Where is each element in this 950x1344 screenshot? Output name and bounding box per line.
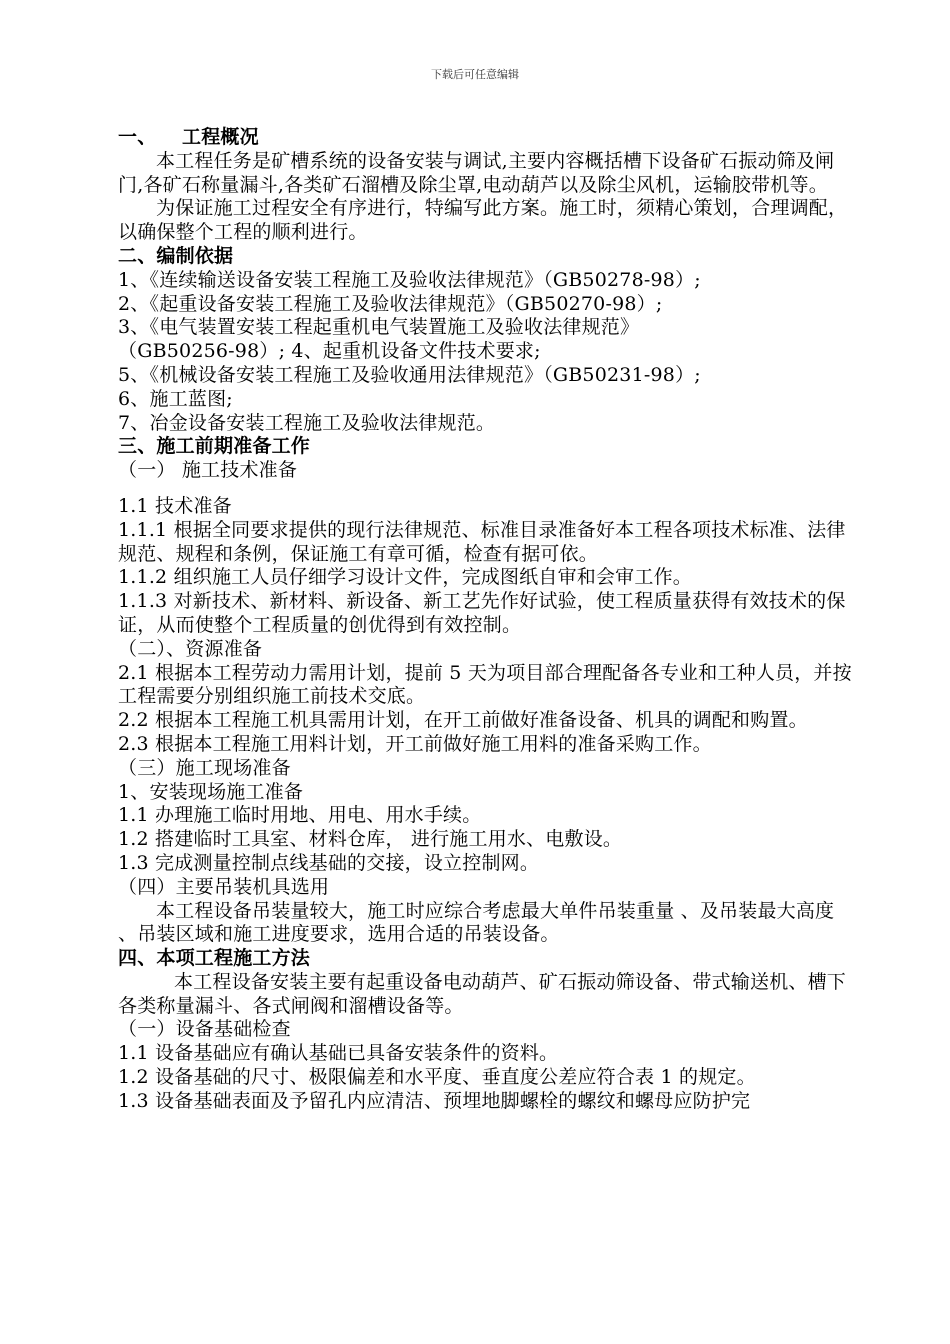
basis-item-5: 5、《机械设备安装工程施工及验收通用法律规范》（GB50231-98）; [118,363,701,386]
page-header: 下载后可任意编辑 [431,68,519,81]
item-1-1-2: 1.1.2 组织施工人员仔细学习设计文件，完成图纸自审和会审工作。 [118,566,692,589]
section-1-number: 一、 [118,126,157,148]
subsection-resource-prep: （二）、资源准备 [118,637,263,660]
item-2-2: 2.2 根据本工程施工机具需用计划，在开工前做好准备设备、机具的调配和购置。 [118,709,808,732]
section-3-heading: 三、施工前期准备工作 [118,435,311,458]
section-1-paragraph-1: 本工程任务是矿槽系统的设备安装与调试,主要内容概括槽下设备矿石振动筛及闸门,各矿石称量漏斗,各类矿石溜槽及除尘罩,电动葫芦以及除尘风机，运输胶带机等。 [118,149,835,196]
section-1-paragraph-2: 为保证施工过程安全有序进行，特编写此方案。施工时，须精心策划，合理调配，以确保整个工程的顺利进行。 [118,197,848,244]
basis-item-2: 2、《起重设备安装工程施工及验收法律规范》（GB50270-98）; [118,292,663,315]
section-2-heading: 二、编制依据 [118,244,234,267]
basis-item-3-cont: （GB50256-98）; 4、起重机设备文件技术要求; [118,340,541,363]
section-1-title: 工程概况 [182,126,259,148]
subsection-tech-prep: （一） 施工技术准备 [118,459,298,482]
item-1-1: 1.1 技术准备 [118,494,232,517]
basis-item-7: 7、冶金设备安装工程施工及验收法律规范。 [118,411,496,434]
document-body [118,126,858,1114]
item-site-1-1: 1.1 办理施工临时用地、用电、用水手续。 [118,804,482,827]
item-1-1-3: 1.1.3 对新技术、新材料、新设备、新工艺先作好试验，使工程质量获得有效技术的保证，从而使整个工程质量的创优得到有效控制。 [118,590,846,636]
item-found-1-3: 1.3 设备基础表面及予留孔内应清洁、预埋地脚螺栓的螺纹和螺母应防护完 [118,1089,751,1112]
subsection-lifting: （四）主要吊装机具选用 [118,875,330,898]
item-2-1: 2.1 根据本工程劳动力需用计划，提前 5 天为项目部合理配备各专业和工种人员，并按工程需要分别组织施工前技术交底。 [118,661,852,708]
item-site-1-3: 1.3 完成测量控制点线基础的交接，设立控制网。 [118,851,540,874]
item-site-1-2: 1.2 搭建临时工具室、材料仓库， 进行施工用水、电敷设。 [118,828,623,851]
basis-item-1: 1、《连续输送设备安装工程施工及验收法律规范》（GB50278-98）; [118,268,701,291]
section-4-heading: 四、本项工程施工方法 [118,947,311,970]
item-found-1-2: 1.2 设备基础的尺寸、极限偏差和水平度、垂直度公差应符合表 1 的规定。 [118,1066,756,1089]
item-1-1-1: 1.1.1 根据全同要求提供的现行法律规范、标准目录准备好本工程各项技术标准、法律规范、规程和条例，保证施工有章可循，检查有据可依。 [118,518,846,565]
section-4-paragraph: 本工程设备安装主要有起重设备电动葫芦、矿石振动筛设备、带式输送机、槽下各类称量漏斗、各式闸阀和溜槽设备等。 [118,970,847,1017]
lifting-paragraph: 本工程设备吊装量较大，施工时应综合考虑最大单件吊装重量 、及吊装最大高度 、吊装区域和施工进度要求，选用合适的吊装设备。 [118,899,835,946]
subsection-site-prep: （三）施工现场准备 [118,756,291,779]
site-prep-title: 1、安装现场施工准备 [118,780,304,803]
subsection-foundation-check: （一）设备基础检查 [118,1018,291,1041]
basis-item-3: 3、《电气装置安装工程起重机电气装置施工及验收法律规范》 [118,316,640,339]
basis-item-6: 6、施工蓝图; [118,387,233,410]
item-2-3: 2.3 根据本工程施工用料计划，开工前做好施工用料的准备采购工作。 [118,732,712,755]
section-1-heading [118,126,858,150]
item-found-1-1: 1.1 设备基础应有确认基础已具备安装条件的资料。 [118,1042,559,1065]
